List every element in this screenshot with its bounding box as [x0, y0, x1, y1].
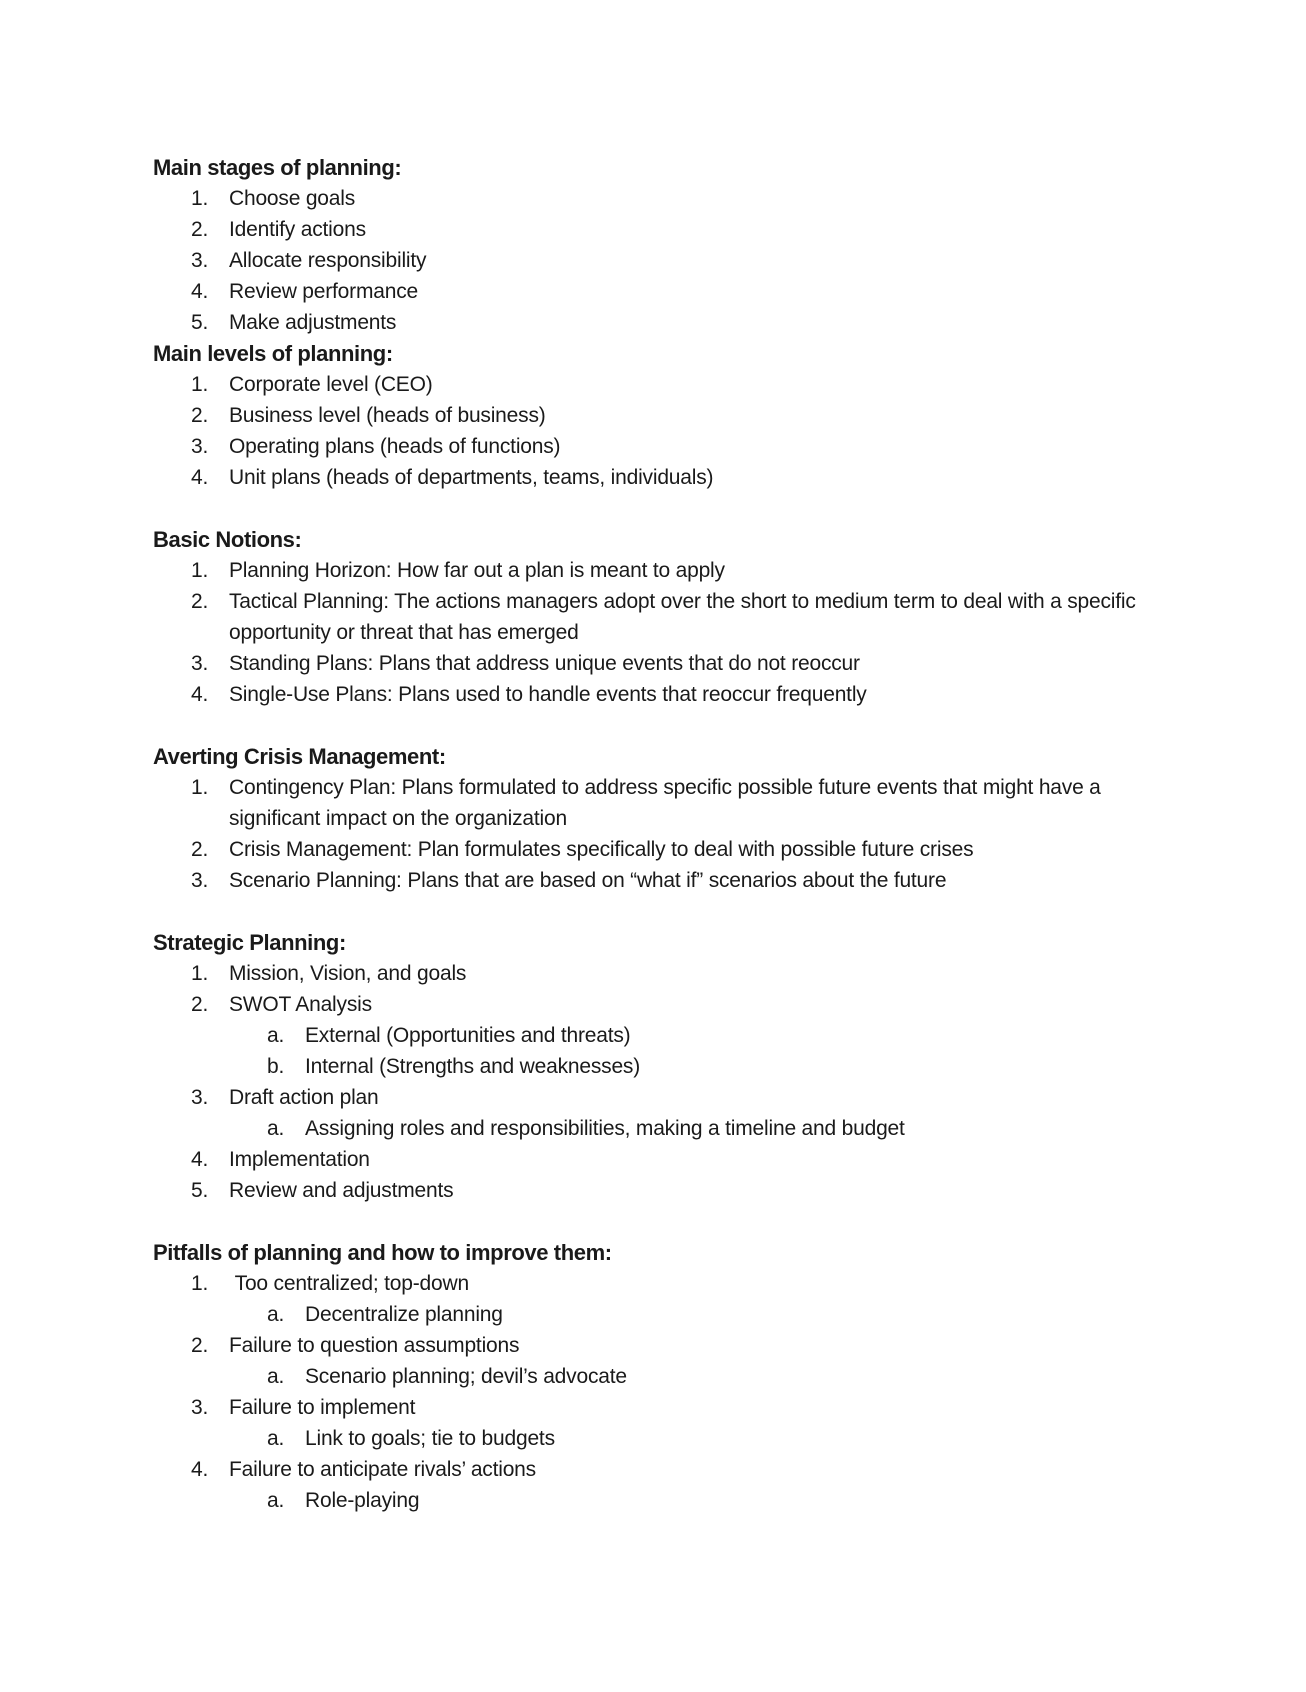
sub-list-item-text: Scenario planning; devil’s advocate: [305, 1365, 627, 1388]
list-item: [153, 555, 1153, 586]
sub-list-item-text: Link to goals; tie to budgets: [305, 1427, 555, 1450]
list-item-text: Failure to question assumptions: [229, 1334, 520, 1357]
outline-section: [153, 741, 1153, 896]
list-item-text: Contingency Plan: Plans formulated to address specific possible future events that might have a significant impact on the organization: [229, 776, 1107, 830]
outline-section: [153, 927, 1153, 1206]
list-item-number: 3.: [191, 869, 209, 892]
list-item-text: Corporate level (CEO): [229, 373, 433, 396]
list-item-text: Allocate responsibility: [229, 249, 427, 272]
outline-section: [153, 524, 1153, 710]
list-item-number: 1.: [191, 1272, 209, 1295]
list-item: [153, 183, 1153, 214]
document-content: [153, 152, 1153, 1516]
list-item-number: 4.: [191, 683, 209, 706]
list-item-number: 4.: [191, 280, 209, 303]
sub-list-item-letter: a.: [267, 1024, 285, 1047]
list-item: [153, 834, 1153, 865]
list-item-text: Review and adjustments: [229, 1179, 454, 1202]
sub-list-item: [153, 1113, 1153, 1144]
list-item-number: 3.: [191, 652, 209, 675]
list-item-text: Review performance: [229, 280, 418, 303]
list-item-number: 2.: [191, 590, 209, 613]
list-item-number: 2.: [191, 404, 209, 427]
sub-list-item-text: Internal (Strengths and weaknesses): [305, 1055, 641, 1078]
list-item-number: 4.: [191, 1458, 209, 1481]
list-item-number: 2.: [191, 838, 209, 861]
list-item-text: Too centralized; top-down: [229, 1272, 469, 1295]
section-heading: Strategic Planning:: [153, 930, 346, 955]
numbered-list: [153, 1268, 1153, 1516]
list-item-text: Make adjustments: [229, 311, 397, 334]
numbered-list: [153, 772, 1153, 896]
list-item-text: Single-Use Plans: Plans used to handle events that reoccur frequently: [229, 683, 867, 706]
list-item: [153, 307, 1153, 338]
sub-list-item-letter: a.: [267, 1427, 285, 1450]
outline-section: [153, 1237, 1153, 1516]
sub-list-item-text: Assigning roles and responsibilities, making a timeline and budget: [305, 1117, 905, 1140]
list-item-text: Scenario Planning: Plans that are based on “what if” scenarios about the future: [229, 869, 947, 892]
list-item-text: Failure to anticipate rivals’ actions: [229, 1458, 536, 1481]
list-item: [153, 431, 1153, 462]
list-item: [153, 1082, 1153, 1113]
list-item-number: 1.: [191, 187, 209, 210]
list-item-number: 1.: [191, 373, 209, 396]
list-item-number: 5.: [191, 1179, 209, 1202]
list-item-text: Standing Plans: Plans that address unique events that do not reoccur: [229, 652, 860, 675]
list-item: [153, 214, 1153, 245]
list-item-number: 3.: [191, 1396, 209, 1419]
list-item: [153, 1175, 1153, 1206]
numbered-list: [153, 369, 1153, 493]
list-item-text: Business level (heads of business): [229, 404, 546, 427]
list-item-number: 1.: [191, 776, 209, 799]
list-item: [153, 1392, 1153, 1423]
list-item-text: Mission, Vision, and goals: [229, 962, 467, 985]
list-item-text: Choose goals: [229, 187, 356, 210]
numbered-list: [153, 555, 1153, 710]
section-heading: Main stages of planning:: [153, 155, 402, 180]
numbered-list: [153, 958, 1153, 1206]
list-item: [153, 1144, 1153, 1175]
list-item-number: 5.: [191, 311, 209, 334]
list-item-text: Planning Horizon: How far out a plan is meant to apply: [229, 559, 725, 582]
list-item-number: 3.: [191, 249, 209, 272]
sub-list-item: [153, 1485, 1153, 1516]
list-item-text: Identify actions: [229, 218, 366, 241]
section-heading: Averting Crisis Management:: [153, 744, 446, 769]
list-item: [153, 772, 1153, 834]
list-item-text: Failure to implement: [229, 1396, 416, 1419]
sub-list-item: [153, 1051, 1153, 1082]
list-item-number: 3.: [191, 435, 209, 458]
sub-list-item: [153, 1020, 1153, 1051]
sub-list-item-letter: a.: [267, 1489, 285, 1512]
list-item: [153, 1268, 1153, 1299]
list-item: [153, 1454, 1153, 1485]
sub-list-item-text: Role-playing: [305, 1489, 420, 1512]
list-item: [153, 400, 1153, 431]
section-heading: Pitfalls of planning and how to improve them:: [153, 1240, 612, 1265]
list-item: [153, 369, 1153, 400]
list-item: [153, 865, 1153, 896]
outline-section: [153, 338, 1153, 493]
sub-list-item-text: External (Opportunities and threats): [305, 1024, 631, 1047]
sub-list-item: [153, 1423, 1153, 1454]
sub-list-item-text: Decentralize planning: [305, 1303, 503, 1326]
list-item-text: SWOT Analysis: [229, 993, 372, 1016]
section-heading: Basic Notions:: [153, 527, 302, 552]
list-item: [153, 1330, 1153, 1361]
list-item-text: Crisis Management: Plan formulates specifically to deal with possible future crises: [229, 838, 974, 861]
list-item-text: Implementation: [229, 1148, 370, 1171]
list-item-number: 2.: [191, 993, 209, 1016]
section-heading: Main levels of planning:: [153, 341, 393, 366]
list-item: [153, 648, 1153, 679]
sub-list-item: [153, 1361, 1153, 1392]
list-item-text: Operating plans (heads of functions): [229, 435, 561, 458]
sub-list-item-letter: a.: [267, 1303, 285, 1326]
list-item: [153, 276, 1153, 307]
list-item: [153, 679, 1153, 710]
list-item: [153, 586, 1153, 648]
list-item-number: 1.: [191, 559, 209, 582]
sub-list-item-letter: a.: [267, 1365, 285, 1388]
list-item-number: 2.: [191, 1334, 209, 1357]
sub-list-item-letter: b.: [267, 1055, 285, 1078]
list-item-number: 3.: [191, 1086, 209, 1109]
list-item: [153, 958, 1153, 989]
list-item-text: Tactical Planning: The actions managers adopt over the short to medium term to deal with a specific opportunity or threat that has emerged: [229, 590, 1142, 644]
list-item-number: 4.: [191, 1148, 209, 1171]
list-item: [153, 245, 1153, 276]
list-item-text: Unit plans (heads of departments, teams, individuals): [229, 466, 714, 489]
outline-section: [153, 152, 1153, 338]
list-item-text: Draft action plan: [229, 1086, 379, 1109]
list-item-number: 2.: [191, 218, 209, 241]
numbered-list: [153, 183, 1153, 338]
list-item: [153, 462, 1153, 493]
sub-list-item-letter: a.: [267, 1117, 285, 1140]
list-item-number: 1.: [191, 962, 209, 985]
list-item-number: 4.: [191, 466, 209, 489]
list-item: [153, 989, 1153, 1020]
sub-list-item: [153, 1299, 1153, 1330]
